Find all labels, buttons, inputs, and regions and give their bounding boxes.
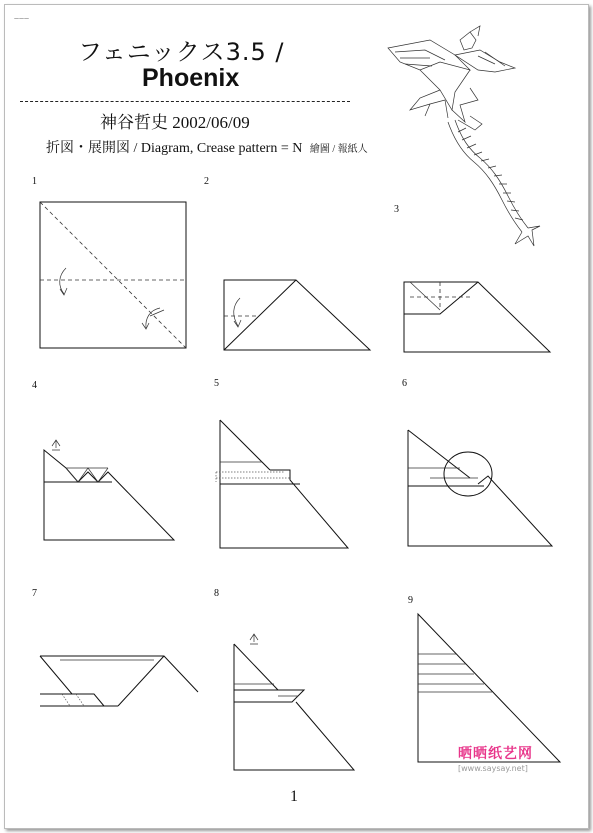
- flip-over-icon: [250, 634, 258, 644]
- step-number-2: 2: [204, 176, 209, 187]
- step-4-diagram: [44, 440, 174, 540]
- watermark-url: [www.saysay.net]: [458, 764, 528, 773]
- step-8-diagram: [234, 634, 354, 770]
- watermark: [458, 743, 533, 773]
- step-2-diagram: [224, 280, 370, 350]
- title-japanese: フェニックス3.5 /: [78, 38, 285, 66]
- page-number: 1: [290, 788, 298, 805]
- credits-main: 折図・展開図 / Diagram, Crease pattern = N: [46, 141, 303, 156]
- step-number-4: 4: [32, 380, 37, 391]
- flip-over-icon: [52, 440, 60, 450]
- step-number-6: 6: [402, 378, 407, 389]
- credits-small: 繪圖 / 報紙人: [309, 144, 368, 155]
- phoenix-illustration: [388, 26, 540, 246]
- step-1-diagram: [40, 202, 186, 348]
- step-number-8: 8: [214, 588, 219, 599]
- step-5-diagram: [216, 420, 348, 548]
- step-number-1: 1: [32, 176, 37, 187]
- author-date: 神谷哲史 2002/06/09: [100, 113, 250, 132]
- step-7-diagram: [40, 656, 198, 706]
- step-9-diagram: [418, 614, 560, 762]
- step-number-7: 7: [32, 588, 37, 599]
- step-number-5: 5: [214, 378, 219, 389]
- step-3-diagram: [404, 282, 550, 352]
- step-number-3: 3: [394, 204, 399, 215]
- magnify-circle: [444, 452, 492, 496]
- step-6-diagram: [408, 430, 552, 546]
- watermark-name: 晒晒纸艺网: [458, 746, 533, 762]
- title-english: Phoenix: [142, 64, 240, 92]
- step-number-9: 9: [408, 595, 413, 606]
- corner-mark: ———: [14, 16, 29, 22]
